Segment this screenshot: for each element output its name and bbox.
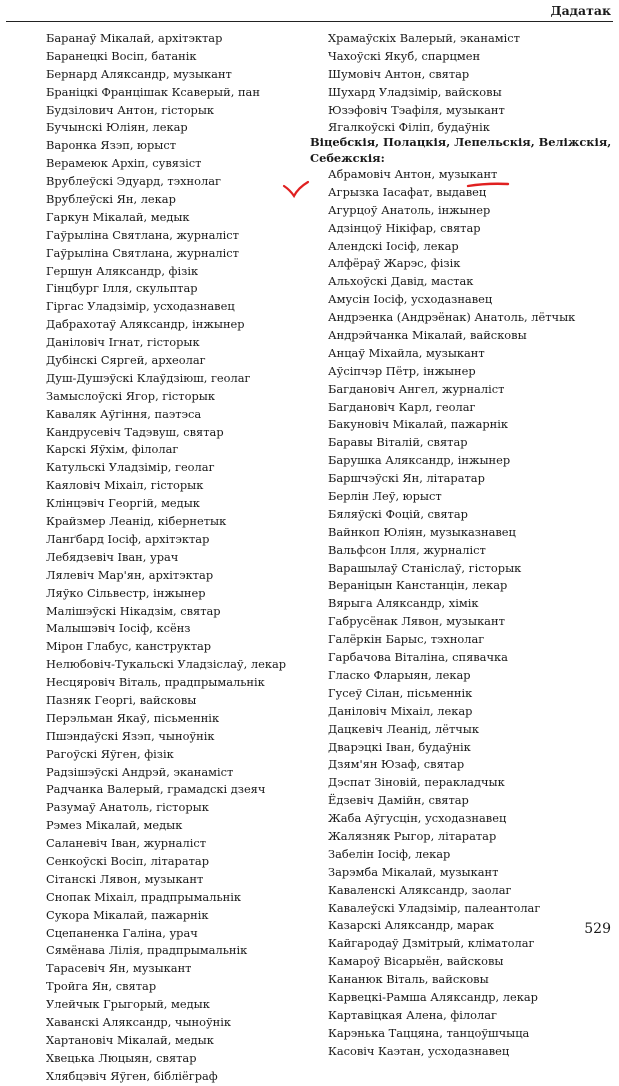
list-item: Рагоўскі Яўген, фізік — [46, 746, 174, 761]
list-item: Камароў Вісарыён, вайсковы — [328, 954, 504, 969]
list-item: Гарбачова Віталіна, спявачка — [328, 650, 508, 665]
list-item: Радзішэўскі Андрэй, эканаміст — [46, 764, 234, 779]
list-item: Баранаў Мікалай, архітэктар — [46, 31, 223, 45]
list-item: Бакуновіч Мікалай, пажарнік — [328, 417, 509, 432]
list-item: Пазняк Георгі, вайсковы — [46, 692, 197, 707]
list-item: Улейчык Грыгорый, медык — [46, 997, 210, 1012]
list-item: Бучынскі Юліян, лекар — [46, 120, 188, 135]
list-item: Врублеўскі Ян, лекар — [46, 192, 176, 207]
list-item: Клінцэвіч Георгій, медык — [46, 496, 200, 511]
section-heading — [310, 134, 610, 166]
header-rule — [6, 21, 613, 22]
list-item: Баршчэўскі Ян, літаратар — [328, 471, 485, 486]
list-item: Берлін Леў, юрыст — [328, 489, 442, 504]
red-checkmark-annotation — [282, 176, 512, 206]
list-item: Сітанскі Лявон, музыкант — [46, 871, 204, 886]
list-item: Багдановіч Карл, геолаг — [328, 399, 476, 414]
list-item: Ёдзевіч Дамійн, святар — [328, 793, 469, 808]
list-item: Перэльман Якаў, пісьменнік — [46, 710, 220, 725]
list-item: Карвецкі-Рамша Аляксандр, лекар — [328, 989, 538, 1004]
list-item: Каваленскі Аляксандр, заолаг — [328, 882, 512, 897]
list-item: Сукора Мікалай, пажарнік — [46, 907, 209, 922]
list-item: Радчанка Валерый, грамадскі дзеяч — [46, 782, 266, 797]
list-item: Малішэўскі Нікадзім, святар — [46, 603, 221, 618]
list-item: Дзям'ян Юзаф, святар — [328, 757, 465, 772]
list-item: Хвецька Люцыян, святар — [46, 1050, 197, 1065]
list-item: Мірон Глабус, канструктар — [46, 639, 212, 654]
list-item: Баравы Віталій, святар — [328, 435, 468, 450]
page-number: 529 — [584, 921, 611, 937]
list-item: Картавіцкая Алена, філолаг — [328, 1007, 497, 1022]
list-item: Верамеюк Архіп, сувязіст — [46, 156, 202, 171]
list-item: Хаванскі Аляксандр, чыноўнік — [46, 1014, 232, 1029]
list-item: Бяляўскі Фоцій, святар — [328, 506, 468, 521]
list-item: Снопак Міхаіл, прадпрымальнік — [46, 889, 242, 904]
list-item: Нелюбовіч-Тукальскі Уладзіслаў, лекар — [46, 657, 287, 672]
list-item: Дабрахотаў Аляксандр, інжынер — [46, 317, 245, 332]
list-item: Гіргас Уладзімір, усходазнавец — [46, 299, 235, 314]
list-item: Душ-Душэўскі Клаўдзіюш, геолаг — [46, 370, 251, 385]
list-item: Жаба Аўгусцін, усходазнавец — [328, 811, 507, 826]
list-item: Сцепаненка Галіна, урач — [46, 925, 198, 940]
list-item: Кандрусевіч Тадэвуш, святар — [46, 424, 224, 439]
list-item: Дацкевіч Леанід, лётчык — [328, 721, 479, 736]
list-item: Кайгародаў Дзмітрый, кліматолаг — [328, 936, 535, 951]
list-item: Вераніцын Канстанцін, лекар — [328, 578, 508, 593]
list-item: Ланґбард Іосіф, архітэктар — [46, 531, 210, 546]
list-item: Юзэфовіч Тэафіля, музыкант — [328, 102, 505, 117]
list-item: Аўсіпчэр Пётр, інжынер — [328, 363, 476, 378]
list-item: Забелін Іосіф, лекар — [328, 846, 451, 861]
list-item: Гусеў Сілан, пісьменнік — [328, 685, 473, 700]
list-item: Разумаў Анатоль, гісторык — [46, 800, 209, 815]
list-item: Чахоўскі Якуб, спарцмен — [328, 48, 481, 63]
list-item: Шухард Уладзімір, вайсковы — [328, 84, 502, 99]
list-item: Ягалкоўскі Філіп, будаўнік — [328, 120, 490, 135]
list-item: Несцяровіч Віталь, прадпрымальнік — [46, 675, 265, 690]
list-item: Дэспат Зіновій, перакладчык — [328, 775, 505, 790]
list-item: Кавалеўскі Уладзімір, палеантолаг — [328, 900, 541, 915]
list-item: Адзінцоў Нікіфар, святар — [328, 220, 481, 235]
list-item: Пшэндаўскі Язэп, чыноўнік — [46, 728, 215, 743]
list-item: Альхоўскі Давід, мастак — [328, 274, 474, 289]
section-heading-line-1: Віцебскія, Полацкія, Лепельскія, Веліжскія, — [310, 135, 612, 149]
list-item: Каяловіч Міхаіл, гісторык — [46, 478, 204, 493]
list-item: Браніцкі Францішак Ксаверый, пан — [46, 84, 260, 99]
handwritten-underline — [468, 184, 508, 186]
list-item: Каваляк Аўгіння, паэтэса — [46, 406, 202, 421]
list-item: Баранецкі Восіп, батанік — [46, 48, 197, 63]
list-item: Даніловіч Міхаіл, лекар — [328, 703, 473, 718]
header-title: Дадатак — [550, 3, 611, 18]
list-item: Будзілович Антон, гісторык — [46, 102, 215, 117]
list-item: Андрэенка (Андрэёнак) Анатоль, лётчык — [328, 310, 576, 325]
section-heading-line-2: Себежскія: — [310, 151, 385, 165]
list-item: Вальфсон Ілля, журналіст — [328, 542, 486, 557]
list-item: Малышэвіч Іосіф, ксёнз — [46, 621, 191, 636]
list-item: Даніловіч Ігнат, гісторык — [46, 335, 200, 350]
list-item: Тройга Ян, святар — [46, 979, 157, 994]
list-item: Гінцбург Ілля, скульптар — [46, 281, 198, 296]
list-item: Карэнька Таццяна, танцоўшчыца — [328, 1025, 530, 1040]
list-item: Варонка Язэп, юрыст — [46, 138, 177, 153]
list-item: Замыслоўскі Ягор, гісторык — [46, 388, 215, 403]
list-item: Шумовіч Антон, святар — [328, 66, 470, 81]
list-item: Варашылаў Станіслаў, гісторык — [328, 560, 522, 575]
list-item: Алфёраў Жарэс, фізік — [328, 256, 461, 271]
list-item: Галёркін Барыс, тэхнолаг — [328, 632, 485, 647]
list-item: Жалязняк Рыгор, літаратар — [328, 828, 497, 843]
list-item: Вярыга Аляксандр, хімік — [328, 596, 479, 611]
list-item: Дварэцкі Іван, будаўнік — [328, 739, 471, 754]
list-item: Хартановіч Мікалай, медык — [46, 1032, 214, 1047]
right-name-list-bottom — [328, 166, 613, 1061]
page-header — [0, 0, 619, 22]
list-item: Агрызка Іасафат, выдавец — [328, 184, 487, 199]
list-item: Сенкоўскі Восіп, літаратар — [46, 853, 210, 868]
list-item: Врублеўскі Эдуард, тэхнолаг — [46, 174, 221, 189]
list-item: Казарскі Аляксандр, марак — [328, 918, 494, 933]
list-item: Саланевіч Іван, журналіст — [46, 836, 207, 851]
list-item: Анцаў Міхайла, музыкант — [328, 345, 485, 360]
list-item: Гершун Аляксандр, фізік — [46, 263, 199, 278]
list-item: Карскі Яўхім, філолаг — [46, 442, 179, 457]
right-name-list-top — [328, 30, 613, 137]
left-name-list — [46, 30, 300, 1086]
list-item: Зарэмба Мікалай, музыкант — [328, 864, 499, 879]
list-item: Гаўрыліна Святлана, журналіст — [46, 245, 239, 260]
list-item: Дубінскі Сяргей, археолаг — [46, 353, 206, 368]
list-item: Тарасевіч Ян, музыкант — [46, 961, 192, 976]
list-item: Храмаўскіх Валерый, эканаміст — [328, 31, 520, 45]
list-item: Бернард Аляксандр, музыкант — [46, 66, 232, 81]
list-item: Агурцоў Анатоль, інжынер — [328, 202, 491, 217]
list-item: Габрусёнак Лявон, музыкант — [328, 614, 505, 629]
list-item: Барушка Аляксандр, інжынер — [328, 453, 511, 468]
list-item: Хлябцэвіч Яўген, бібліёграф — [46, 1068, 218, 1083]
list-item: Рэмез Мікалай, медык — [46, 818, 183, 833]
list-item: Сямёнава Лілія, прадпрымальнік — [46, 943, 248, 958]
list-item: Амусін Іосіф, усходазнавец — [328, 292, 493, 307]
list-item: Кананюк Віталь, вайсковы — [328, 972, 489, 987]
list-item: Ляўко Сільвестр, інжынер — [46, 585, 206, 600]
list-item: Абрамовіч Антон, музыкант — [328, 167, 498, 181]
checkmark-icon — [284, 182, 308, 196]
list-item: Алендскі Іосіф, лекар — [328, 238, 459, 253]
list-item: Багдановіч Ангел, журналіст — [328, 381, 505, 396]
list-item: Гласко Фларыян, лекар — [328, 667, 471, 682]
list-item: Лялевіч Мар'ян, архітэктар — [46, 567, 214, 582]
list-item: Лебядзевіч Іван, урач — [46, 549, 179, 564]
list-item: Вайнкоп Юліян, музыказнавец — [328, 524, 516, 539]
list-item: Касовіч Каэтан, усходазнавец — [328, 1043, 510, 1058]
list-item: Гаркун Мікалай, медык — [46, 209, 190, 224]
list-item: Гаўрыліна Святлана, журналіст — [46, 227, 239, 242]
list-item: Андрэйчанка Мікалай, вайсковы — [328, 328, 527, 343]
list-item: Крайзмер Леанід, кібернетык — [46, 514, 227, 529]
list-item: Катульскі Уладзімір, геолаг — [46, 460, 215, 475]
